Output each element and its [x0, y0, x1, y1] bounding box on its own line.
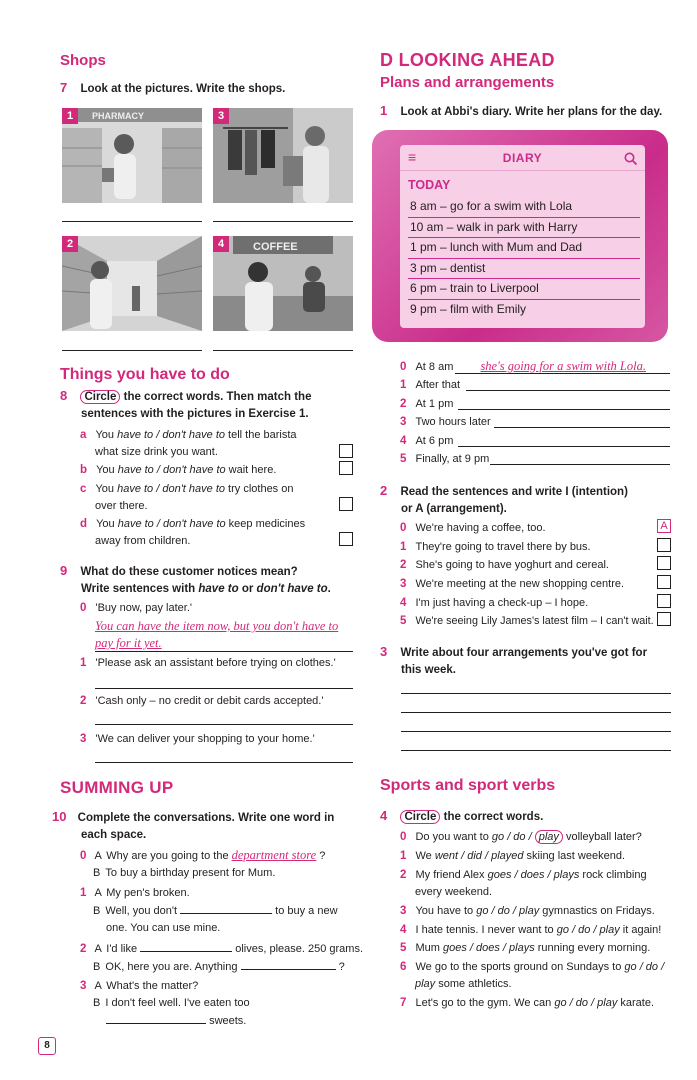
- gap-line[interactable]: [180, 902, 272, 914]
- exercise-1-item-1: [400, 377, 460, 394]
- item-number: 0: [400, 522, 407, 534]
- item-number: 2: [80, 943, 87, 955]
- photo-number: 2: [62, 236, 78, 252]
- exercise-4-item-6: [400, 959, 685, 993]
- dialogue-line: ?: [316, 850, 326, 862]
- match-box[interactable]: [339, 497, 353, 511]
- notice-text: 'Buy now, pay later.': [95, 602, 193, 614]
- photo-number: 4: [213, 236, 229, 252]
- item-text: You: [95, 429, 118, 441]
- item-text-line2: what size drink you want.: [95, 446, 218, 458]
- item-number: 3: [400, 416, 407, 428]
- item-number: 0: [400, 831, 407, 843]
- exercise-number: 1: [380, 103, 388, 118]
- item-number: 0: [80, 602, 87, 614]
- answer-box[interactable]: [657, 612, 671, 626]
- answer-line[interactable]: [458, 409, 670, 410]
- photo-coffee-shop: [213, 236, 353, 331]
- item-number: 7: [400, 997, 407, 1009]
- answer-box: A: [657, 519, 671, 533]
- exercise-instruction: Look at the pictures. Write the shops.: [80, 83, 286, 95]
- exercise-9-item-2: [80, 693, 323, 710]
- item-letter: a: [80, 429, 87, 441]
- answer-line[interactable]: [401, 750, 671, 751]
- match-box[interactable]: [339, 461, 353, 475]
- example-answer: department store: [231, 848, 317, 862]
- item-number: 3: [400, 905, 407, 917]
- item-text: Let's go to the gym. We can: [415, 997, 555, 1009]
- answer-box[interactable]: [657, 594, 671, 608]
- things-heading: Things you have to do: [60, 366, 230, 383]
- circled-answer: play: [535, 830, 563, 844]
- photo-number: 3: [213, 108, 229, 124]
- exercise-number: 3: [380, 644, 388, 659]
- item-letter: d: [80, 518, 88, 530]
- answer-line[interactable]: [95, 688, 353, 689]
- dialogue-line: What's the matter?: [106, 980, 199, 992]
- dialogue-line: sweets.: [209, 1015, 247, 1027]
- item-number: 1: [400, 850, 407, 862]
- speaker: A: [94, 850, 102, 862]
- item-text: You: [96, 464, 118, 476]
- item-number: 2: [80, 695, 87, 707]
- exercise-instruction-line2: [81, 581, 360, 598]
- notice-text: 'Please ask an assistant before trying on clothes.': [95, 657, 336, 669]
- item-number: 0: [80, 850, 87, 862]
- dialogue-0: [80, 847, 370, 882]
- exercise-4: [380, 807, 543, 826]
- diary-title: DIARY: [502, 151, 543, 165]
- item-number: 2: [400, 559, 407, 571]
- photo-number: 1: [62, 108, 78, 124]
- item-number: 1: [400, 541, 407, 553]
- answer-box[interactable]: [657, 556, 671, 570]
- item-options[interactable]: play: [415, 978, 436, 990]
- example-answer: pay for it yet.: [95, 636, 162, 650]
- item-options: have to / don't have to: [117, 518, 226, 530]
- item-text: volleyball later?: [562, 831, 642, 843]
- item-number: 0: [400, 361, 407, 373]
- item-number: 5: [400, 942, 407, 954]
- speaker: A: [94, 887, 102, 899]
- exercise-number: 9: [60, 563, 68, 578]
- diary-entry: 9 pm – film with Emily: [410, 301, 527, 316]
- exercise-number: 4: [380, 808, 388, 823]
- item-options[interactable]: go / do / play: [554, 997, 618, 1009]
- answer-line[interactable]: [490, 464, 670, 465]
- example-answer: You can have the item now, but you don't have to: [95, 619, 339, 633]
- dialogue-line: ?: [338, 961, 345, 973]
- dialogue-3: [80, 978, 370, 1030]
- item-text: Mum: [415, 942, 443, 954]
- answer-line: [213, 221, 353, 222]
- photo-pharmacy: [62, 108, 202, 203]
- exercise-instruction: Write about four arrangements you've got for: [400, 647, 648, 659]
- looking-ahead-heading: D LOOKING AHEAD: [380, 50, 555, 70]
- item-number: 4: [400, 435, 407, 447]
- exercise-3: [380, 643, 680, 679]
- match-box[interactable]: [339, 444, 353, 458]
- item-number: 1: [80, 887, 87, 899]
- dialogue-line: one. You can use mine.: [106, 922, 221, 934]
- menu-icon[interactable]: ≡: [408, 149, 417, 165]
- exercise-2-item-2: [400, 557, 609, 574]
- circle-word: Circle: [80, 390, 120, 404]
- exercise-10: [52, 808, 362, 844]
- item-text: karate.: [617, 997, 655, 1009]
- item-options[interactable]: goes / does / plays: [442, 942, 535, 954]
- exercise-9: [60, 562, 360, 598]
- item-text: You: [96, 518, 118, 530]
- exercise-number: 7: [60, 80, 68, 95]
- exercise-4-item-7: [400, 995, 680, 1012]
- exercise-9-item-3: [80, 731, 315, 748]
- exercise-instruction-line2: each space.: [81, 829, 147, 841]
- diary-entry: 8 am – go for a swim with Lola: [408, 197, 640, 218]
- item-options: have to / don't have to: [117, 429, 225, 441]
- answer-line[interactable]: [401, 731, 671, 732]
- exercise-number: 2: [380, 483, 388, 498]
- item-number: 2: [400, 869, 407, 881]
- answer-line: [455, 373, 670, 374]
- item-number: 5: [400, 453, 407, 465]
- answer-line[interactable]: [494, 427, 670, 428]
- diary-entry: 1 pm – lunch with Mum and Dad: [408, 238, 640, 259]
- answer-line: [62, 221, 202, 222]
- exercise-number: 8: [60, 388, 68, 403]
- example-answer: she's going for a swim with Lola.: [480, 359, 646, 373]
- item-text: gymnastics on Fridays.: [539, 905, 655, 917]
- exercise-9-item-1: [80, 655, 336, 672]
- item-options: go / do /: [491, 831, 535, 843]
- item-text: They're going to travel there by bus.: [415, 541, 591, 553]
- item-text: We: [415, 850, 435, 862]
- item-text: We're seeing Lily James's latest film – I can't wait.: [415, 615, 654, 627]
- item-options[interactable]: go / do / play: [556, 924, 620, 936]
- item-text: We go to the sports ground on Sundays to: [415, 961, 625, 973]
- diary-screen: [400, 145, 645, 328]
- circle-word: Circle: [400, 810, 440, 824]
- exercise-2-item-3: [400, 576, 624, 593]
- item-text: tell the barista: [225, 429, 297, 441]
- item-text: At 1 pm: [415, 398, 454, 410]
- answer-line[interactable]: [458, 446, 670, 447]
- exercise-instruction: the correct words. Then match the: [123, 391, 312, 403]
- exercise-8-item-a: [80, 427, 330, 461]
- dialogue-line: Why are you going to the: [106, 850, 232, 862]
- exercise-1-item-3: [400, 414, 491, 431]
- item-number: 2: [400, 398, 407, 410]
- item-text: Finally, at 9 pm: [415, 453, 490, 465]
- item-text: At 6 pm: [415, 435, 454, 447]
- item-text: At 8 am: [415, 361, 454, 373]
- exercise-8-item-d: [80, 516, 330, 550]
- item-text: You: [95, 483, 118, 495]
- dialogue-2: [80, 940, 375, 976]
- item-number: 3: [80, 733, 87, 745]
- item-text: Do you want to: [415, 831, 492, 843]
- diary-entry: 6 pm – train to Liverpool: [408, 279, 640, 300]
- exercise-instruction: Look at Abbi's diary. Write her plans for the day.: [400, 106, 663, 118]
- item-number: 6: [400, 961, 407, 973]
- item-text: rock climbing: [579, 869, 647, 881]
- exercise-instruction: the correct words.: [443, 811, 544, 823]
- item-number: 3: [400, 578, 407, 590]
- match-box[interactable]: [339, 532, 353, 546]
- instr-text: or: [238, 583, 257, 595]
- svg-text:COFFEE: COFFEE: [253, 241, 298, 253]
- exercise-instruction: Complete the conversations. Write one word in: [77, 812, 335, 824]
- item-options[interactable]: went / did / played: [434, 850, 524, 862]
- answer-box[interactable]: [657, 538, 671, 552]
- instr-text: .: [327, 583, 331, 595]
- answer-line: [95, 651, 353, 652]
- item-text: I'm just having a check-up – I hope.: [415, 597, 589, 609]
- exercise-2-item-0: [400, 520, 546, 537]
- item-options[interactable]: goes / does / plays: [487, 869, 580, 881]
- item-text: My friend Alex: [415, 869, 488, 881]
- gap-line[interactable]: [106, 1012, 206, 1024]
- summing-up-heading: SUMMING UP: [60, 778, 174, 797]
- item-options: have to / don't have to: [117, 464, 226, 476]
- dialogue-line: to buy a new: [275, 905, 338, 917]
- dialogue-line: I'd like: [106, 943, 138, 955]
- item-letter: b: [80, 464, 88, 476]
- item-text-line2: over there.: [95, 500, 148, 512]
- item-number: 1: [80, 657, 87, 669]
- gap-line[interactable]: [241, 958, 336, 970]
- exercise-4-item-2: [400, 867, 680, 901]
- item-text: She's going to have yoghurt and cereal.: [415, 559, 609, 571]
- sports-heading: Sports and sport verbs: [380, 777, 556, 794]
- answer-box[interactable]: [657, 575, 671, 589]
- exercise-instruction-line2: or A (arrangement).: [401, 503, 507, 515]
- notice-text: 'Cash only – no credit or debit cards accepted.': [95, 695, 324, 707]
- exercise-2-item-1: [400, 539, 591, 556]
- gap-line[interactable]: [140, 940, 232, 952]
- diary-header: [400, 145, 645, 171]
- exercise-1: [380, 103, 662, 121]
- exercise-2-item-5: [400, 613, 655, 630]
- exercise-8-item-b: [80, 462, 330, 479]
- photo-clothes-shop: [213, 108, 353, 203]
- exercise-number: 10: [52, 809, 67, 824]
- exercise-2-item-4: [400, 595, 588, 612]
- speaker: B: [93, 905, 101, 917]
- item-text-line2: every weekend.: [415, 886, 493, 898]
- instr-text: Write sentences with: [81, 583, 199, 595]
- photo-supermarket: [62, 236, 202, 331]
- exercise-instruction: Read the sentences and write I (intention): [400, 486, 628, 498]
- item-options[interactable]: go / do /: [624, 961, 665, 973]
- item-number: 5: [400, 615, 407, 627]
- dialogue-line: My pen's broken.: [106, 887, 190, 899]
- exercise-4-item-4: [400, 922, 680, 939]
- item-number: 4: [400, 597, 407, 609]
- item-text: running every morning.: [534, 942, 651, 954]
- exercise-instruction-line2: sentences with the pictures in Exercise 1.: [81, 408, 309, 420]
- item-number: 1: [400, 379, 407, 391]
- exercise-8-item-c: [80, 481, 330, 515]
- item-letter: c: [80, 483, 87, 495]
- plans-subheading: Plans and arrangements: [380, 74, 555, 91]
- exercise-8: [60, 387, 360, 423]
- item-text: skiing last weekend.: [523, 850, 625, 862]
- item-text-line2: some athletics.: [435, 978, 512, 990]
- exercise-4-item-5: [400, 940, 680, 957]
- exercise-7: [60, 80, 285, 98]
- dialogue-line: OK, here you are. Anything: [105, 961, 238, 973]
- item-text: Two hours later: [415, 416, 491, 428]
- item-text: wait here.: [225, 464, 277, 476]
- svg-text:PHARMACY: PHARMACY: [92, 111, 145, 121]
- exercise-4-item-0: [400, 829, 680, 846]
- speaker: B: [93, 997, 101, 1009]
- speaker: B: [93, 867, 101, 879]
- item-text: We're having a coffee, too.: [415, 522, 546, 534]
- dialogue-line: Well, you don't: [105, 905, 178, 917]
- exercise-instruction: What do these customer notices mean?: [80, 566, 298, 578]
- item-options[interactable]: go / do / play: [476, 905, 540, 917]
- diary-entry: 10 am – walk in park with Harry: [408, 218, 640, 239]
- answer-line: [62, 350, 202, 351]
- item-number: 4: [400, 924, 407, 936]
- item-number: 3: [80, 980, 87, 992]
- diary-today: TODAY: [408, 178, 451, 192]
- speaker: A: [94, 943, 102, 955]
- item-text: We're meeting at the new shopping centre.: [415, 578, 625, 590]
- item-text: keep medicines: [225, 518, 306, 530]
- exercise-4-item-1: [400, 848, 680, 865]
- instr-text: don't have to: [256, 583, 328, 595]
- exercise-instruction-line2: this week.: [401, 664, 456, 676]
- dialogue-line: olives, please. 250 grams.: [235, 943, 364, 955]
- answer-line[interactable]: [466, 390, 670, 391]
- dialogue-line: I don't feel well. I've eaten too: [105, 997, 250, 1009]
- item-text: I hate tennis. I never want to: [415, 924, 557, 936]
- exercise-1-item-4: [400, 433, 453, 450]
- diary-entry: 3 pm – dentist: [408, 259, 640, 280]
- dialogue-line: To buy a birthday present for Mum.: [105, 867, 276, 879]
- exercise-1-item-5: [400, 451, 489, 468]
- answer-line[interactable]: [401, 712, 671, 713]
- item-options: have to / don't have to: [117, 483, 225, 495]
- shops-heading: Shops: [60, 52, 106, 69]
- instr-text: have to: [198, 583, 239, 595]
- exercise-1-item-2: [400, 396, 453, 413]
- exercise-9-item-0: [80, 600, 192, 617]
- answer-line[interactable]: [401, 693, 671, 694]
- item-text: After that: [415, 379, 461, 391]
- item-text-line2: away from children.: [95, 535, 191, 547]
- item-text: it again!: [619, 924, 662, 936]
- speaker: A: [94, 980, 102, 992]
- diary-entries: [408, 197, 640, 320]
- speaker: B: [93, 961, 101, 973]
- notice-text: 'We can deliver your shopping to your home.': [95, 733, 315, 745]
- search-icon[interactable]: [624, 152, 638, 166]
- exercise-2: [380, 482, 680, 518]
- answer-line[interactable]: [95, 724, 353, 725]
- dialogue-1: [80, 885, 370, 937]
- answer-line[interactable]: [95, 762, 353, 763]
- item-text: You have to: [415, 905, 477, 917]
- exercise-4-item-3: [400, 903, 680, 920]
- answer-line: [213, 350, 353, 351]
- item-text: try clothes on: [225, 483, 294, 495]
- page-number: 8: [38, 1037, 56, 1055]
